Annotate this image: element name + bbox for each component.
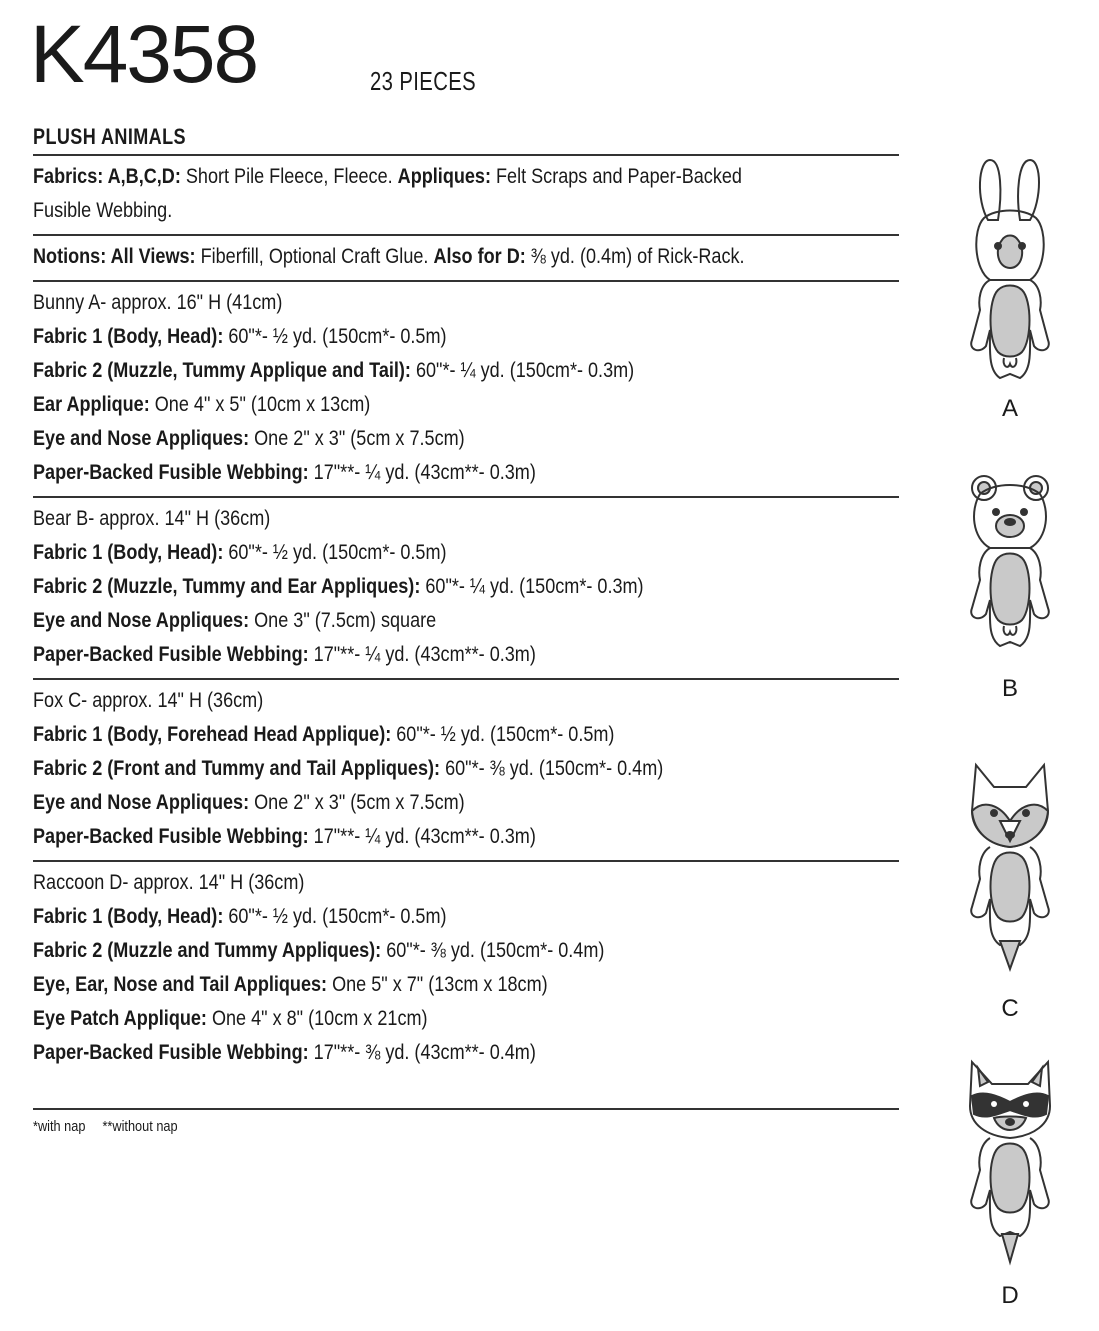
material-line [33, 900, 778, 934]
view-heading: Fox C- approx. 14" H (36cm) [33, 689, 264, 712]
material-amount: 60"*- ⅜ yd. (150cm*- 0.4m) [381, 939, 605, 962]
material-label: Fabric 1 (Body, Forehead Head Applique): [33, 723, 392, 746]
material-line [33, 320, 778, 354]
material-label: Fabric 2 (Muzzle and Tummy Appliques): [33, 939, 382, 962]
view-c-illustration [950, 755, 1070, 1022]
material-line [33, 422, 778, 456]
material-label: Eye, Ear, Nose and Tail Appliques: [33, 973, 328, 996]
material-line [33, 1002, 778, 1036]
material-label: Eye and Nose Appliques: [33, 427, 250, 450]
view-label: C [1001, 995, 1019, 1022]
material-line [33, 536, 778, 570]
view-label: A [1001, 395, 1018, 422]
material-amount: One 5" x 7" (13cm x 18cm) [327, 973, 548, 996]
material-amount: One 4" x 5" (10cm x 13cm) [149, 393, 371, 416]
raccoon-icon [950, 1050, 1070, 1270]
view-heading: Bunny A- approx. 16" H (41cm) [33, 291, 283, 314]
footnote-without-nap: **without nap [102, 1118, 178, 1135]
requirements-panel [33, 120, 899, 1076]
material-amount: 60"*- ½ yd. (150cm*- 0.5m) [223, 541, 447, 564]
material-label: Fabric 1 (Body, Head): [33, 905, 224, 928]
material-line [33, 570, 778, 604]
fabrics-section [33, 156, 899, 234]
appliques-label: Appliques: [397, 165, 491, 188]
view-label: D [1001, 1282, 1019, 1309]
material-label: Paper-Backed Fusible Webbing: [33, 825, 309, 848]
material-label: Paper-Backed Fusible Webbing: [33, 643, 309, 666]
material-label: Fabric 2 (Muzzle, Tummy Applique and Tail): [33, 359, 411, 382]
material-line [33, 354, 778, 388]
material-line [33, 456, 778, 490]
footnote [33, 1118, 195, 1135]
material-label: Fabric 2 (Muzzle, Tummy and Ear Appliques): [33, 575, 421, 598]
material-amount: 17"**- ¼ yd. (43cm**- 0.3m) [308, 461, 536, 484]
fabrics-text: Short Pile Fleece, Fleece. [180, 165, 398, 188]
fabrics-label: Fabrics: A,B,C,D: [33, 165, 181, 188]
material-label: Fabric 1 (Body, Head): [33, 541, 224, 564]
view-label: B [1001, 675, 1018, 702]
bunny-icon [950, 150, 1070, 390]
view-b-illustration [950, 460, 1070, 702]
notions-also-text: ⅜ yd. (0.4m) of Rick-Rack. [525, 245, 745, 268]
material-amount: 17"**- ⅜ yd. (43cm**- 0.4m) [308, 1041, 536, 1064]
appliques-text: Felt Scraps and Paper-Backed [490, 165, 742, 188]
material-line [33, 752, 778, 786]
material-label: Paper-Backed Fusible Webbing: [33, 461, 309, 484]
notions-line [33, 240, 778, 274]
material-line [33, 604, 778, 638]
material-label: Eye Patch Applique: [33, 1007, 207, 1030]
material-line [33, 638, 778, 672]
view-a-illustration [950, 150, 1070, 422]
notions-text: Fiberfill, Optional Craft Glue. [195, 245, 434, 268]
view-heading: Bear B- approx. 14" H (36cm) [33, 507, 271, 530]
material-amount: One 4" x 8" (10cm x 21cm) [206, 1007, 428, 1030]
material-line [33, 718, 778, 752]
fox-icon [950, 755, 1070, 975]
material-line [33, 968, 778, 1002]
material-amount: 60"*- ¼ yd. (150cm*- 0.3m) [420, 575, 644, 598]
view-c-section [33, 680, 899, 860]
material-label: Fabric 2 (Front and Tummy and Tail Appliques): [33, 757, 441, 780]
material-amount: 17"**- ¼ yd. (43cm**- 0.3m) [308, 825, 536, 848]
material-line [33, 1036, 778, 1070]
pattern-number: K4358 [30, 9, 258, 100]
notions-also-label: Also for D: [433, 245, 526, 268]
material-amount: One 2" x 3" (5cm x 7.5cm) [249, 427, 465, 450]
material-line [33, 388, 778, 422]
view-b-section [33, 498, 899, 678]
fabrics-line-2: Fusible Webbing. [33, 199, 173, 222]
material-amount: One 2" x 3" (5cm x 7.5cm) [249, 791, 465, 814]
material-amount: 60"*- ¼ yd. (150cm*- 0.3m) [410, 359, 635, 382]
piece-count: 23 PIECES [370, 66, 477, 96]
divider [33, 1108, 899, 1110]
view-d-section [33, 862, 899, 1076]
material-label: Fabric 1 (Body, Head): [33, 325, 224, 348]
fabrics-line [33, 160, 778, 194]
material-label: Eye and Nose Appliques: [33, 791, 250, 814]
material-line [33, 786, 778, 820]
material-amount: 60"*- ½ yd. (150cm*- 0.5m) [223, 905, 447, 928]
notions-section [33, 236, 899, 280]
material-line [33, 934, 778, 968]
material-line [33, 820, 778, 854]
material-amount: 60"*- ½ yd. (150cm*- 0.5m) [223, 325, 447, 348]
material-amount: One 3" (7.5cm) square [249, 609, 437, 632]
material-amount: 17"**- ¼ yd. (43cm**- 0.3m) [308, 643, 536, 666]
view-heading: Raccoon D- approx. 14" H (36cm) [33, 871, 305, 894]
material-amount: 60"*- ⅜ yd. (150cm*- 0.4m) [440, 757, 664, 780]
view-a-section [33, 282, 899, 496]
bear-icon [950, 460, 1070, 660]
notions-label: Notions: All Views: [33, 245, 196, 268]
material-label: Eye and Nose Appliques: [33, 609, 250, 632]
material-label: Paper-Backed Fusible Webbing: [33, 1041, 309, 1064]
view-d-illustration [950, 1050, 1070, 1309]
material-label: Ear Applique: [33, 393, 150, 416]
material-amount: 60"*- ½ yd. (150cm*- 0.5m) [391, 723, 615, 746]
footnote-with-nap: *with nap [33, 1118, 86, 1135]
pattern-title: PLUSH ANIMALS [33, 124, 186, 149]
